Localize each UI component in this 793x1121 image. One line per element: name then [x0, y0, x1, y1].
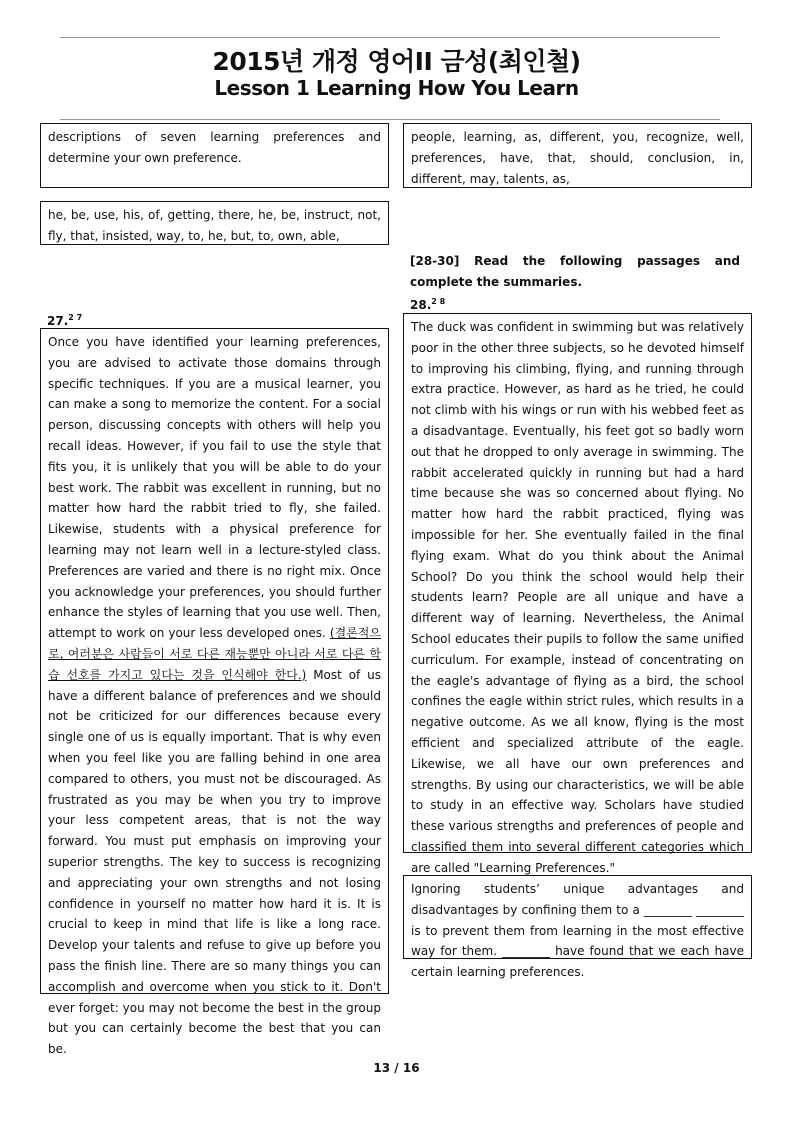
- top-right-box: people, learning, as, different, you, recognize, well, preferences, have, that, should, conclusion, in, different, may, talents, as,: [403, 123, 752, 188]
- question-28-number: 28.: [410, 298, 432, 312]
- passage-27-underlined-korean: (결론적으로, 여러분은 사람들이 서로 다른 재능뿐만 아니라 서로 다른 학습 선호를 가지고 있다는 것을 인식해야 한다.): [48, 626, 381, 682]
- question-28-summary: Ignoring students’ unique advantages and disadvantages by confining them to a ________ ________ is to prevent them from learning in the most effective way for them. ________ have found that we each have certain learning preferences.: [403, 875, 752, 959]
- page-number: 13 / 16: [373, 1061, 420, 1075]
- document-title: 2015년 개정 영어II 금성(최인철): [212, 47, 581, 76]
- header-top-rule: [60, 37, 720, 38]
- question-28-sup: 2 8: [431, 297, 446, 306]
- lesson-subtitle: Lesson 1 Learning How You Learn: [214, 76, 579, 100]
- header-bottom-rule: [60, 119, 720, 120]
- question-28-passage: The duck was confident in swimming but was relatively poor in the other three subjects, so he devoted himself to improving his climbing, flying, and running through extra practice. However, as hard as he tried, he could not climb with his wings or run with his webbed feet as a disadvantage. Eventually, his feet got so badly worn out that he dropped to only average in swimming. The rabbit accelerated quickly in running but had a hard time because she was so concerned about flying. No matter how hard the rabbit practiced, flying was impossible for her. She eventually failed in the final flying exam. What do you think about the Animal School? Do you think the school would help their students learn? People are all unique and have a different way of learning. Nevertheless, the Animal School educates their pupils to follow the same unified curriculum. For example, instead of concentrating on the eagle's advantage of flying as a bird, the school confines the eagle within strict rules, which results in a negative outcome. As we all know, flying is the most efficient and specialized attribute of the eagle. Likewise, we all have our own preferences and strengths. By using our characteristics, we will be able to study in an effective way. Scholars have studied these various strengths and preferences of people and classified them into several different categories which are called "Learning Preferences.": [403, 313, 752, 853]
- question-27-passage: [40, 328, 389, 1057]
- section-heading: [28-30] Read the following passages and complete the summaries.: [410, 254, 740, 289]
- passage-27-text-before: Once you have identified your learning preferences, you are advised to activate those domains through specific techniques. If you are a musical learner, you can make a song to memorize the content. For a social person, discussing concepts with others will help you recall ideas. However, if you fail to use the style that fits you, it is unlikely that you will be able to do your best work. The rabbit was excellent in running, but no matter how hard the rabbit tried to fly, she failed. Likewise, students with a physical preference for learning may not learn well in a lecture-styled class. Preferences are varied and there is no right mix. Once you acknowledge your preferences, you should further enhance the styles of learning that you use well. Then, attempt to work on your less developed ones.: [48, 335, 381, 641]
- top-left-box: descriptions of seven learning preferences and determine your own preference.: [40, 123, 389, 188]
- question-27-number: 27.: [47, 314, 69, 328]
- second-left-box: he, be, use, his, of, getting, there, he, be, instruct, not, fly, that, insisted, way, to, he, but, to, own, able,: [40, 201, 389, 245]
- question-27-sup: 2 7: [68, 313, 83, 322]
- passage-27-text-after: Most of us have a different balance of preferences and we should not be criticized for our differences because every single one of us is equally important. That is why even when you feel like you are falling behind in one area compared to others, you must not be discouraged. As frustrated as you may be when you try to improve your less competent areas, that is not the way forward. You must put emphasis on improving your superior strengths. The key to success is recognizing and appreciating your own strengths and not losing confidence in yourself no matter how hard it is. It is crucial to keep in mind that life is like a long race. Develop your talents and refuse to give up before you pass the finish line. There are so many things you can accomplish and overcome when you stick to it. Don't ever forget: you may not become the best in the group but you can certainly become the best that you can be.: [48, 667, 381, 1057]
